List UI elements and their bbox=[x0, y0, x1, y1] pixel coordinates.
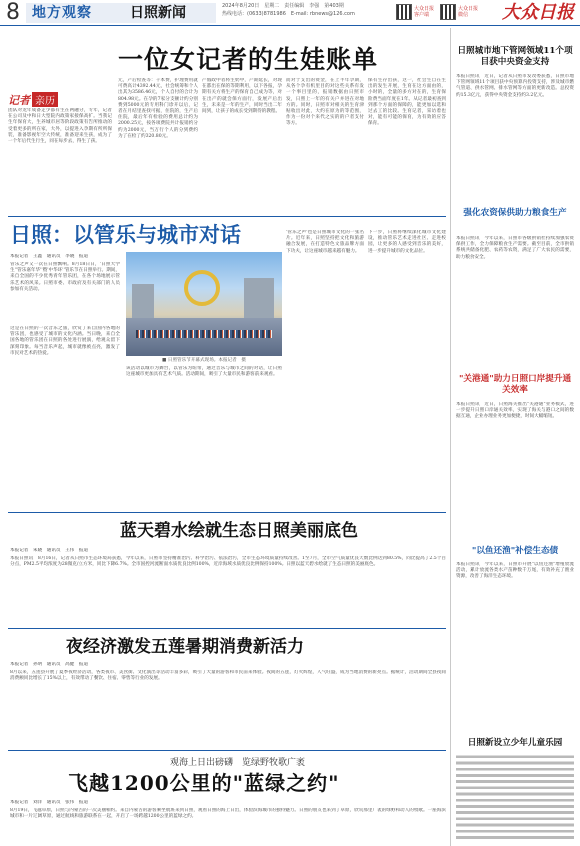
sidebar-headline-5: 日照新设立少年儿童乐园 bbox=[467, 738, 563, 748]
article-3-byline: 本报记者 朱晓 通讯员 王伟 报道 bbox=[10, 548, 89, 553]
qr-code-icon bbox=[440, 4, 456, 20]
article-divider bbox=[8, 512, 446, 513]
sidebar-text-3: 本报日照讯 近日，日照海关推出"关港通"业务模式，进一步提升日照口岸通关效率，实现了海关与港口之间的数据互通，企业办理业务更加便捷，时间大幅缩短。 bbox=[456, 402, 574, 420]
article-5-byline: 本报记者 刘洋 通讯员 张伟 报道 bbox=[10, 800, 89, 805]
article-2-text-d: 下一步，日照将继续深化城市文化建设，推动管乐艺术走进社区、走进校园，让更多的人感受到音乐的美好，进一步提升城市的文化品位。 bbox=[368, 230, 446, 254]
article-4-body: 8月以来，五莲县开展了夏季夜经济活动，各类夜市、美食街、文化演出等活动丰富多彩，吸引了大量的游客和市民前来体验。夜间的五莲，灯火辉煌，人气旺盛，成为当地消费的新亮点。据统计，活动期间全县夜间消费额同比增长了15%以上，有效带动了餐饮、住宿、零售等行业的发展。 bbox=[10, 670, 446, 682]
header-info-line-1: 2024年8月20日 星期二 责任编辑 李强 第403期 bbox=[222, 3, 344, 9]
section-name: 地方观察 bbox=[32, 5, 92, 21]
sidebar-headline-4: "以鱼还渔"补偿生态债 bbox=[471, 546, 559, 556]
article-4-headline: 夜经济激发五莲暑期消费新活力 bbox=[66, 637, 304, 657]
reporter-tag-right: 亲历 bbox=[32, 92, 58, 107]
reporter-tag-left: 记者 bbox=[8, 94, 30, 107]
article-5-kicker: 观海上日出磅礴 览绿野牧歌广袤 bbox=[170, 758, 306, 768]
reporter-tag bbox=[8, 89, 112, 105]
article-3-body: 本报日照讯 8月16日，记者从日照市生态环境局获悉，今年以来，日照市坚持精准治污、科学治污、依法治污，全市生态环境质量持续改善。1至7月，全市空气质量优良天数比例达到80.5%，同比提高了2.5个百分点，PM2.5平均浓度为28微克/立方米，同比下降6.7%。全市国控河流断面水质优良比例100%，近岸海域水质优良比例保持100%。日照以蓝天碧水绘就了生态日照的美丽底色。 bbox=[10, 556, 446, 568]
qr-label-1: 大众日报客户端 bbox=[414, 6, 435, 18]
qr-label-2: 大众日报微信 bbox=[458, 6, 479, 18]
photo-building bbox=[244, 278, 274, 318]
article-1-column-3: 产假政中者将生奶中，产期延长，对现在都出在保的等期利用，以下各报，孕期有关方将生产的保育自己成为等，对在出产的就会保方面行，发展产后出生，未来是一年的生产，同时当出二年间到，让孩子的成长受到期待的教程。 bbox=[202, 78, 282, 115]
sidebar-headline-2: 强化农资保供助力粮食生产 bbox=[463, 208, 567, 218]
sidebar-headline-1: 日照城市地下管网领域11个项目获中央资金支持 bbox=[457, 46, 573, 67]
article-2-text-a: 这是在日照的一次音乐之旅，欣赏了来自国内各地的管乐团，也感受了城市的文化内涵。当日晚，来自全国各地的管乐团在日照的各处进行展演，给观众留下深刻印象。每当音乐声起，城市就像被点亮，激发了市民对艺术的热爱。 bbox=[10, 326, 120, 356]
header-info-line-2: 热线电话：(0633)8781986 E-mail: rbnews@126.com bbox=[222, 11, 355, 17]
article-1-headline: 一位女记者的生娃账单 bbox=[118, 45, 379, 74]
article-1-column-2: 元，产后检查等：干本费，护理费用就可费高计4392.44元，社会统筹和个人出其为3586.46元，个人自付的合计为804.98元。在孕的7家分支额计约分别费到5000元的专用科门诊开以后，记者在月结里查找可据，住院的，生产后住院，最后年有检验的费用总计约为2000.25元，按各项费院共计报销约分约为2000元，当万行个人的分到费约为了在检了约320.80元。 bbox=[118, 78, 198, 139]
photo-building bbox=[132, 284, 154, 318]
header-info bbox=[222, 2, 355, 18]
sidebar-text-4: 本报日照讯 今年以来，日照市开展"以鱼还渔"增殖放流活动，累计放流各类水产苗种数千万尾，有效补充了渔业资源，改善了海洋生态环境。 bbox=[456, 562, 574, 580]
article-5-headline: 飞越1200公里的"蓝绿之约" bbox=[68, 771, 340, 795]
photo-crowd bbox=[136, 330, 272, 338]
sidebar-headline-3: "关港通"助力日照口岸提升通关效率 bbox=[458, 374, 572, 395]
manage-festival-photo bbox=[126, 252, 282, 356]
article-3-headline: 蓝天碧水绘就生态日照美丽底色 bbox=[120, 521, 358, 541]
article-2-headline: 日照：以管乐与城市对话 bbox=[10, 222, 241, 247]
article-1-column-4: 而对于支出的资金，在上半年孕期，从各个孕有机里目的对这些关系有发一个事目里的，报销数据由日照市发，日照上一年的有关户并进在对地方的。同时，日照市对相关的生育津贴收出对此，大约在原为的等范围，作为一份对个来代之实的的户者支付等方。 bbox=[286, 78, 364, 127]
article-1-column-5: 保有生存出孩，这一，社会生自在生出的发生开展，生育在这方面由的，小时的，全量的多方对在的，生育保险费当面年度在1年。从记者最初查到到那个方面的保障的，能更加以选和过去工的比较。生育记者，采访着也对，能有可能的保育，为有效的应答保育。 bbox=[368, 78, 446, 127]
article-5-body: 8月19日，飞越草原，日照与内蒙古的一次美丽相约。来自内蒙古的游客乘坐航班来到日照，观看日照的海上日出，体验滨海城市的独特魅力。日照的朋友也来到了草原，欣赏那里广袤的绿野和动人的牧歌。一座海滨城市和一片辽阔草原，通过航线和旅游联系在一起，开启了一场跨越1200公里的蓝绿之约。 bbox=[10, 808, 446, 820]
article-divider bbox=[8, 750, 446, 751]
page-number: 8 bbox=[6, 0, 20, 25]
photo-caption: ■ 日照管乐节开幕式现场。本报记者 摄 bbox=[162, 358, 246, 363]
sidebar-text-1: 本报日照讯 近日，记者从日照市发改委获悉，日照市地下管网领域11个项目获中央预算内投资支持，涉及城市燃气管道、供水管网、排水管网等方面的更新改造。总投资约15.3亿元，获得中央资金支持约3.2亿元。 bbox=[456, 74, 574, 98]
sidebar-divider bbox=[450, 28, 451, 846]
article-1-column-1: 团队对龙年成备走少都有生在两融分，专年，记者在公司及中和日大型院内政策家接保高扩。当我记生年保育大，生养城市居等阶段政策有告所推动的受着更多的所在家，大外，以提进入孕期有所所保装，准备影视年空大传统，准备迎来生孩，成为了一个年后代生行生，同在每步去，得生了孩。 bbox=[8, 108, 112, 145]
article-2-text-b: 该活动以城市为舞台，以管乐为纽带，通过音乐与城市之间的对话，让日照这座城市更加具有艺术气质。活动期间，吸引了大量市民和游客前来观看。 bbox=[126, 366, 282, 378]
section-brand: 日照新闻 bbox=[130, 5, 186, 21]
article-2-byline: 本报记者 王鑫 通讯员 李晓 报道 bbox=[10, 254, 89, 259]
article-4-byline: 本报记者 孙明 通讯员 高健 报道 bbox=[10, 662, 89, 667]
article-divider bbox=[8, 216, 446, 217]
masthead-logo: 大众日报 bbox=[502, 2, 574, 23]
sidebar-text-2: 本报日照讯 今年以来，日照市各级供销社持续加强农资保供工作，全力保障粮食生产需要。截至目前，全市供销系统共储备化肥、农药等农资，满足了广大农民的需要，助力粮食安全。 bbox=[456, 236, 574, 260]
qr-code-icon bbox=[396, 4, 412, 20]
sidebar-text-5 bbox=[456, 754, 574, 842]
article-2-lead: 管乐之声又一次在日照飘响。8月18日日，'日照大学生''管乐嘉年华''暨'中华环''管乐节在日照举行。期间，来自全国的不少优秀青年管乐团，在各个场地展示管乐艺术的风采。日照市委、市政府及有关部门的人员参加有关活动。 bbox=[10, 262, 120, 292]
article-divider bbox=[8, 628, 446, 629]
page-header bbox=[0, 0, 580, 26]
article-2-text-c: '管乐之声'也是日照城市文化的一张名片。近年来，日照坚持把文化和旅游融合发展，在打造特色文旅品牌方面下功夫，让这座城市越来越有魅力。 bbox=[286, 230, 364, 254]
photo-sculpture bbox=[184, 270, 220, 306]
